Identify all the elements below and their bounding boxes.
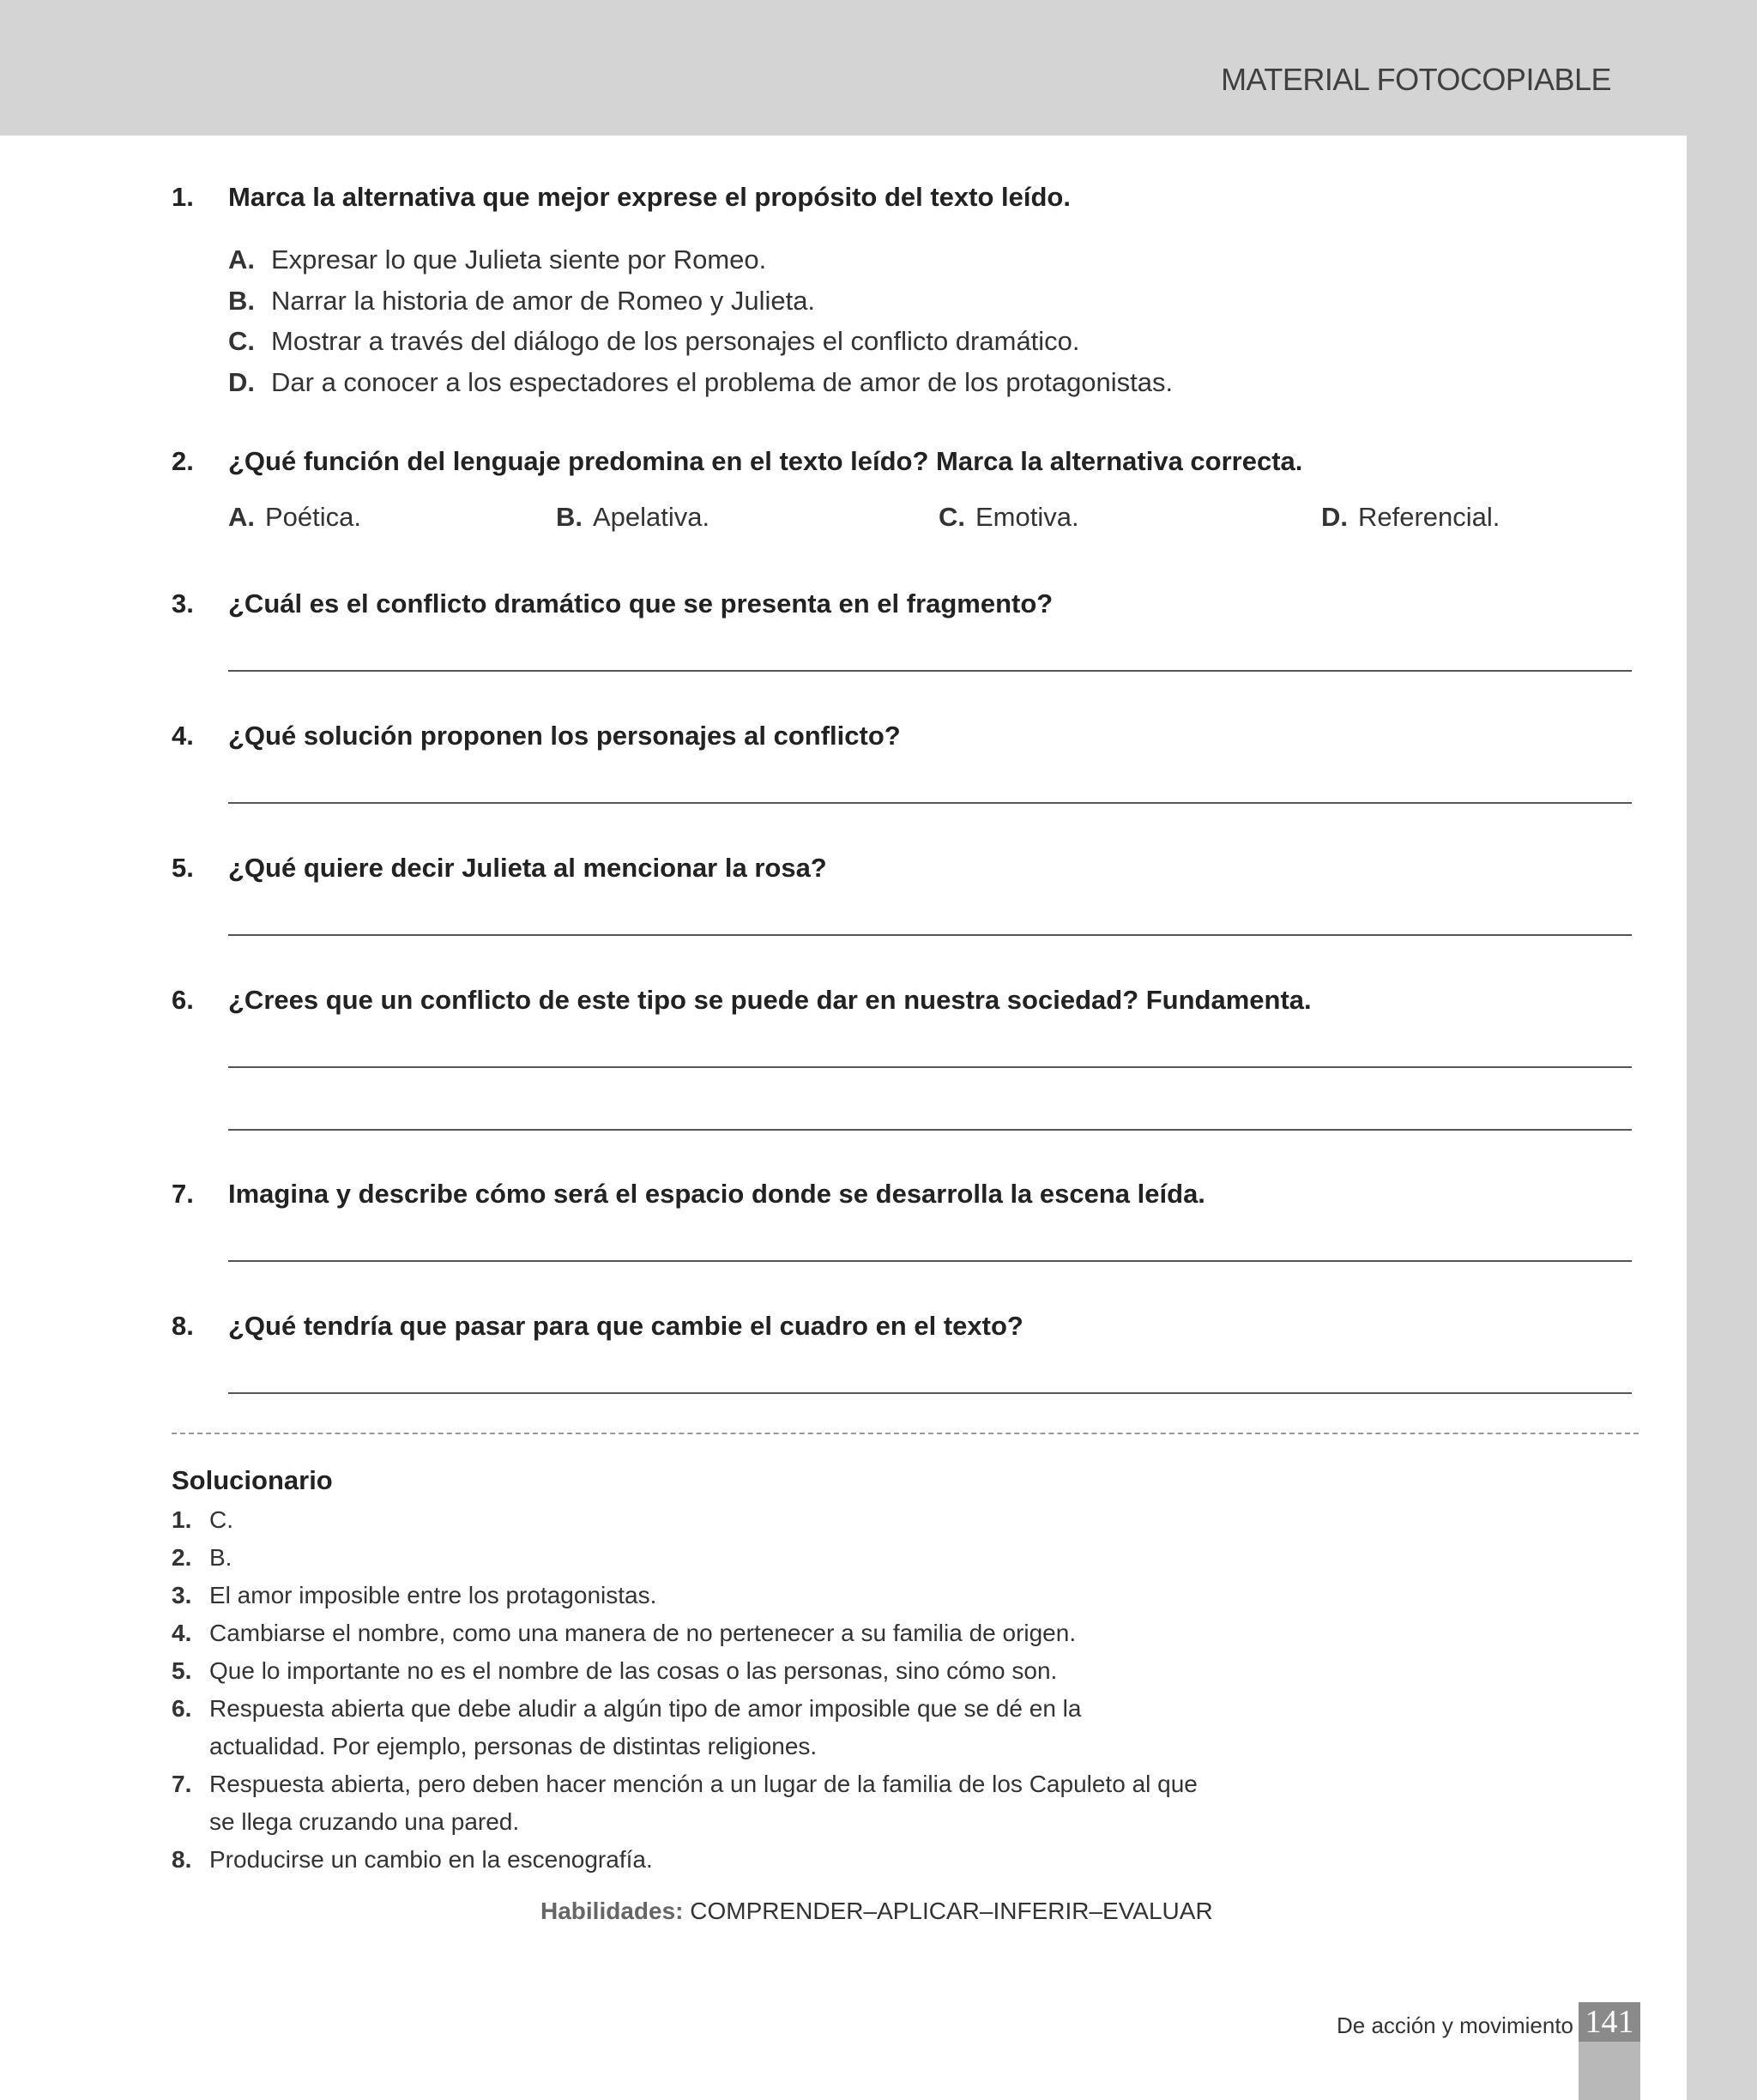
question-text: ¿Crees que un conflicto de este tipo se puede dar en nuestra sociedad? Fundamenta. (228, 985, 1312, 1015)
solucionario-item: 6. Respuesta abierta que debe aludir a algún tipo de amor imposible que se dé en la actualidad. Por ejemplo, personas de distintas religiones. (172, 1695, 1082, 1759)
page-tab (1579, 2042, 1640, 2100)
question-text: ¿Qué función del lenguaje predomina en el texto leído? Marca la alternativa correcta. (228, 446, 1303, 476)
question-3 (172, 590, 1630, 617)
option-b[interactable]: B. Apelativa. (556, 502, 710, 532)
solucionario-item: 1. C. (172, 1506, 233, 1533)
question-number: 8. (172, 1311, 194, 1341)
question-text: ¿Qué tendría que pasar para que cambie el cuadro en el texto? (228, 1311, 1023, 1341)
question-text: ¿Qué quiere decir Julieta al mencionar la rosa? (228, 853, 827, 883)
solucionario-item: 5. Que lo importante no es el nombre de las cosas o las personas, sino cómo son. (172, 1657, 1058, 1684)
question-5 (172, 854, 1630, 881)
footer-text: De acción y movimiento (1337, 2012, 1573, 2038)
dashed-separator (172, 1433, 1639, 1434)
question-number: 1. (172, 182, 194, 212)
answer-line[interactable] (228, 670, 1632, 672)
options-list (228, 239, 1630, 402)
answer-line[interactable] (228, 1260, 1632, 1262)
answer-line[interactable] (228, 802, 1632, 804)
solucionario-item: 7. Respuesta abierta, pero deben hacer mención a un lugar de la familia de los Capuleto al que se llega cruzando una pared. (172, 1771, 1198, 1835)
options-row (228, 502, 1630, 536)
option-a[interactable]: A. Expresar lo que Julieta siente por Romeo. (228, 244, 767, 275)
question-number: 3. (172, 588, 194, 619)
answer-line[interactable] (228, 1066, 1632, 1068)
option-c[interactable]: C. Emotiva. (939, 502, 1079, 532)
question-number: 2. (172, 446, 194, 476)
solucionario-item: 3. El amor imposible entre los protagonistas. (172, 1582, 657, 1608)
skills-line (540, 1898, 1213, 1925)
option-d[interactable]: D. Referencial. (1321, 502, 1500, 532)
option-c[interactable]: C. Mostrar a través del diálogo de los personajes el conflicto dramático. (228, 326, 1080, 356)
question-text: ¿Cuál es el conflicto dramático que se presenta en el fragmento? (228, 588, 1054, 619)
question-7 (172, 1180, 1630, 1207)
answer-line[interactable] (228, 1392, 1632, 1394)
question-4 (172, 722, 1630, 749)
question-text: Marca la alternativa que mejor exprese el propósito del texto leído. (228, 182, 1071, 212)
solucionario-item: 4. Cambiarse el nombre, como una manera de no pertenecer a su familia de origen. (172, 1620, 1077, 1646)
question-8 (172, 1312, 1630, 1339)
solucionario-title: Solucionario (172, 1465, 333, 1495)
question-text: ¿Qué solución proponen los personajes al conflicto? (228, 721, 901, 751)
page-number: 141 (1579, 2002, 1640, 2042)
option-a[interactable]: A. Poética. (228, 502, 362, 532)
question-1 (172, 184, 1630, 402)
skills-label: Habilidades: (540, 1898, 684, 1924)
header-title: MATERIAL FOTOCOPIABLE (1221, 62, 1611, 97)
question-text: Imagina y describe cómo será el espacio donde se desarrolla la escena leída. (228, 1179, 1205, 1209)
skills-value: COMPRENDER–APLICAR–INFERIR–EVALUAR (690, 1898, 1213, 1924)
option-d[interactable]: D. Dar a conocer a los espectadores el problema de amor de los protagonistas. (228, 366, 1174, 397)
question-6 (172, 987, 1630, 1013)
solucionario-item: 2. B. (172, 1544, 232, 1571)
question-2 (172, 448, 1630, 536)
solucionario-item: 8. Producirse un cambio en la escenografía. (172, 1846, 653, 1873)
answer-line[interactable] (228, 1129, 1632, 1131)
option-b[interactable]: B. Narrar la historia de amor de Romeo y Julieta. (228, 285, 816, 316)
question-number: 5. (172, 853, 194, 883)
question-number: 4. (172, 721, 194, 751)
solucionario-list (172, 1501, 1201, 1879)
question-number: 7. (172, 1179, 194, 1209)
answer-line[interactable] (228, 934, 1632, 936)
question-number: 6. (172, 985, 194, 1015)
